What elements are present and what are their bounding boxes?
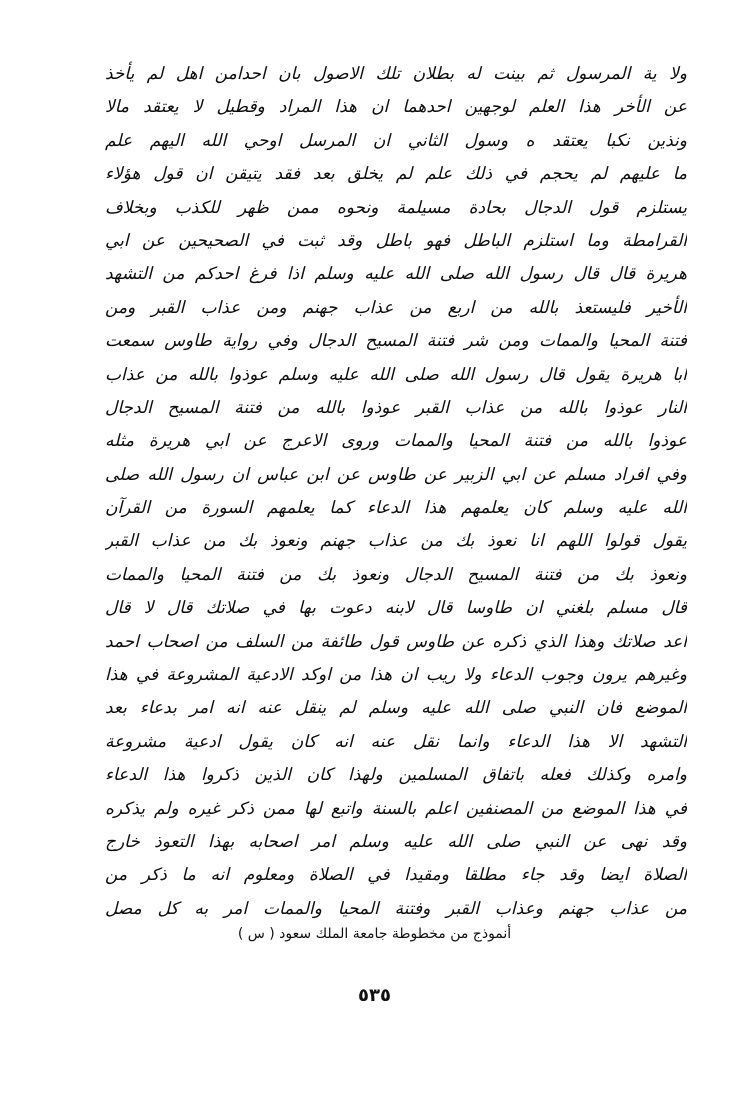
manuscript-line: فتنة المحيا والممات ومن شر فتنة المسيح الدجال وفي رواية طاوس سمعت	[105, 331, 687, 352]
manuscript-line: ونعوذ بك من فتنة المسيح الدجال ونعوذ بك من فتنة المحيا والممات	[105, 564, 687, 585]
manuscript-line: يقول قولوا اللهم انا نعوذ بك من عذاب جهنم ونعوذ بك من عذاب القبر	[105, 531, 687, 552]
manuscript-line: اعد صلاتك وهذا الذي ذكره عن طاوس قول طائفة من السلف من اصحاب احمد	[105, 631, 687, 652]
manuscript-line: وامره وكذلك فعله باتفاق المسلمين ولهذا كان الذين ذكروا هذا الدعاء	[105, 765, 687, 786]
manuscript-line: الله عليه وسلم كان يعلمهم هذا الدعاء كما يعلمهم السورة من القرآن	[105, 498, 687, 519]
page-number: ٥٣٥	[358, 985, 391, 1006]
figure-caption: أنموذج من مخطوطة جامعة الملك سعود ( س )	[237, 926, 512, 942]
manuscript-line: وفي افراد مسلم عن ابي الزبير عن طاوس عن ابن عباس ان رسول الله صلى	[105, 464, 687, 485]
manuscript-line: الموضع فان النبي صلى الله عليه وسلم لم ينقل عنه انه امر بدعاء بعد	[105, 698, 687, 719]
manuscript-line: عن الأخر هذا العلم لوجهين احدهما ان هذا المراد وقطيل لا يعتقد مالا	[105, 97, 687, 118]
manuscript-line: قال مسلم بلغني ان طاوسا قال لابنه دعوت بها في صلاتك قال لا قال	[105, 598, 687, 619]
manuscript-line: النار عوذوا بالله من عذاب القبر عوذوا بالله من فتنة المسيح الدجال	[105, 397, 687, 418]
manuscript-line: ابا هريرة يقول قال رسول الله صلى الله عليه وسلم عوذوا بالله من عذاب	[105, 364, 687, 385]
manuscript-line: الأخير فليستعذ بالله من اربع من عذاب جهنم ومن عذاب القبر ومن	[105, 297, 687, 318]
manuscript-line: الصلاة ايضا وقد جاء مطلقا ومقيدا في الصلاة ومعلوم انه ما ذكر من	[105, 865, 687, 886]
manuscript-line: ولا ية المرسول ثم بينت له بطلان تلك الاصول بان احدامن اهل لم يأخذ	[105, 64, 687, 84]
manuscript-line: القرامطة وما استلزم الباطل فهو باطل وقد ثبت في الصحيحين عن ابي	[105, 230, 687, 251]
manuscript-line: من عذاب جهنم وعذاب القبر وفتنة المحيا والممات امر به كل مصل	[105, 898, 687, 919]
manuscript-line: التشهد الا هذا الدعاء وانما نقل عنه انه كان يقول ادعية مشروعة	[105, 731, 687, 752]
manuscript-line: يستلزم قول الدجال بحادة مسيلمة ونحوه ممن ظهر للكذب وبخلاف	[105, 197, 687, 218]
manuscript-line: ونذين نكبا يعتقد ه وسول الثاني ان المرسل اوحي الله اليهم علم	[105, 130, 687, 151]
manuscript-line: وغيرهم يرون وجوب الدعاء ولا ريب ان هذا من اوكد الادعية المشروعة في هذا	[105, 665, 687, 686]
manuscript-line: في هذا الموضع من المصنفين اعلم بالسنة واتبع لها ممن ذكر غيره ولم يذكره	[105, 798, 687, 819]
manuscript-text-block	[105, 58, 687, 928]
manuscript-line: وقد نهى عن النبي صلى الله عليه وسلم امر اصحابه بهذا التعوذ خارج	[105, 831, 687, 852]
manuscript-line: عوذوا بالله من فتنة المحيا والممات وروى الاعرج عن ابي هريرة مثله	[105, 431, 687, 452]
manuscript-line: هريرة قال قال رسول الله صلى الله عليه وسلم اذا فرغ احدكم من التشهد	[105, 264, 687, 285]
manuscript-line: ما عليهم لم يحجم في ذلك علم لم يخلق بعد فقد يتيقن ان قول هؤلاء	[105, 164, 687, 185]
